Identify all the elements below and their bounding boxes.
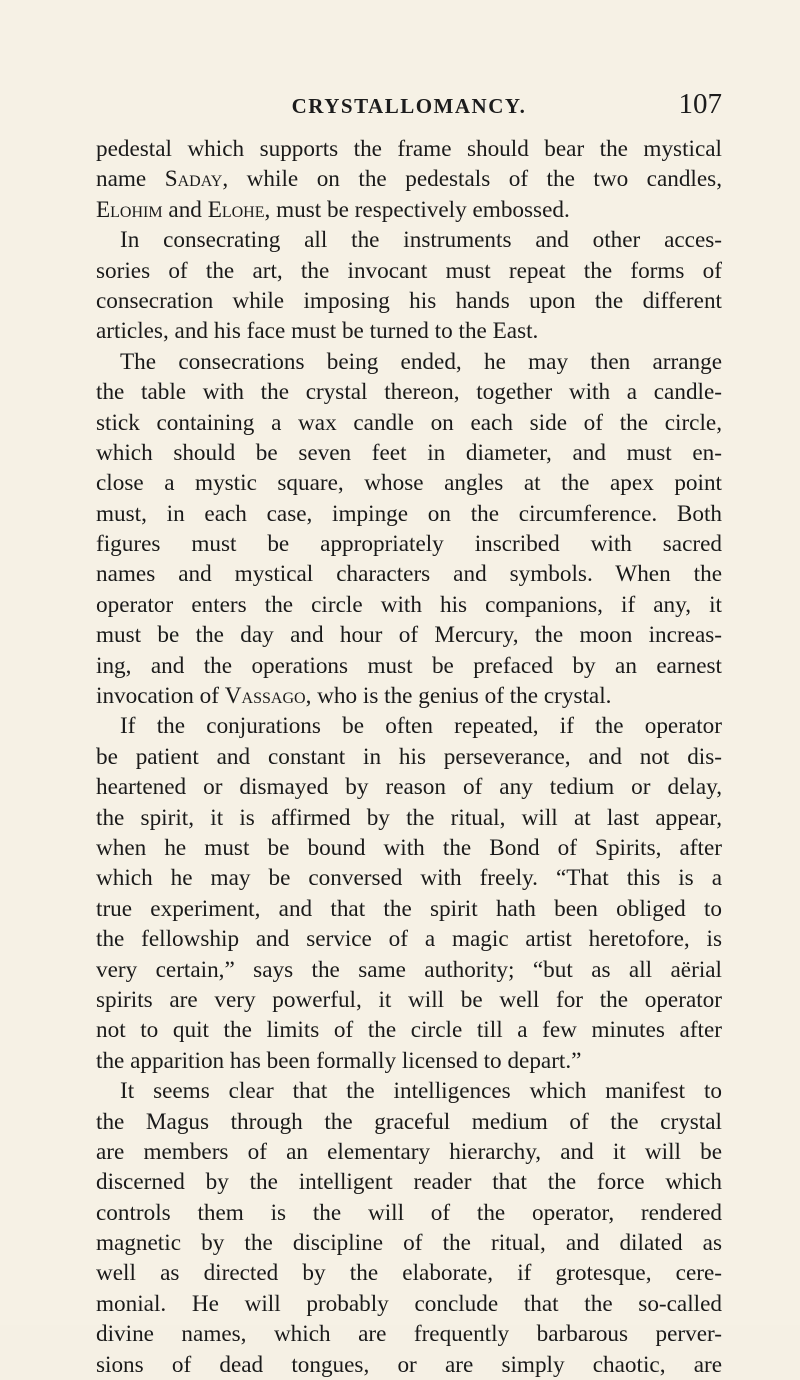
text-line: the apparition has been formally licensed to depart.” [96, 1047, 582, 1074]
proper-name: Elohim [96, 196, 163, 223]
chapter-title: CRYSTALLOMANCY. [291, 94, 527, 118]
text-line: articles, and his face must be turned to the East. [96, 318, 539, 345]
text-line: when he must be bound with the Bond of Spirits, after [96, 834, 722, 861]
text-line: heartened or dismayed by reason of any tedium or delay, [96, 774, 722, 801]
text-line: are members of an elementary hierarchy, and it will be [96, 1138, 722, 1165]
text-line: name Saday, while on the pedestals of the two candles, [96, 166, 722, 193]
text-line: controls them is the will of the operator, rendered [96, 1199, 722, 1226]
text-line: the table with the crystal thereon, together with a candle- [96, 379, 722, 406]
text-line: discerned by the intelligent reader that the force which [96, 1169, 722, 1196]
text-line: which he may be conversed with freely. “That this is a [96, 865, 722, 892]
proper-name: Saday [164, 166, 223, 193]
text-line: figures must be appropriately inscribed with sacred [96, 531, 722, 558]
text-line: must be the day and hour of Mercury, the moon increas- [96, 622, 722, 649]
text-line: The consecrations being ended, he may then arrange [120, 348, 722, 375]
body-text [96, 134, 722, 1380]
text-line: monial. He will probably conclude that the so-called [96, 1290, 722, 1317]
text-line: the spirit, it is affirmed by the ritual, will at last appear, [96, 804, 722, 831]
text-line: divine names, which are frequently barbarous perver- [96, 1321, 722, 1348]
text-line: sories of the art, the invocant must repeat the forms of [96, 257, 722, 284]
text-line: stick containing a wax candle on each side of the circle, [96, 409, 722, 436]
text-line: the fellowship and service of a magic artist heretofore, is [96, 926, 722, 953]
proper-name: Elohe [207, 196, 265, 223]
text-line: must, in each case, impinge on the circumference. Both [96, 500, 722, 527]
text-line: close a mystic square, whose angles at the apex point [96, 470, 722, 497]
text-line: be patient and constant in his perseverance, and not dis- [96, 743, 722, 770]
text-line: spirits are very powerful, it will be well for the operator [96, 986, 722, 1013]
text-line: magnetic by the discipline of the ritual, and dilated as [96, 1230, 722, 1257]
text-line: ing, and the operations must be prefaced by an earnest [96, 652, 722, 679]
text-line: It seems clear that the intelligences which manifest to [120, 1078, 722, 1105]
text-line: In consecrating all the instruments and other acces- [120, 227, 722, 254]
text-line: the Magus through the graceful medium of the crystal [96, 1108, 722, 1135]
text-line: Elohim and Elohe, must be respectively embossed. [96, 196, 570, 223]
text-line: If the conjurations be often repeated, if the operator [120, 713, 722, 740]
text-line: true experiment, and that the spirit hath been obliged to [96, 895, 722, 922]
running-head [96, 88, 722, 128]
text-line: very certain,” says the same authority; “but as all aërial [96, 956, 722, 983]
text-line: invocation of Vassago, who is the genius of the crystal. [96, 683, 612, 710]
text-line: operator enters the circle with his companions, if any, it [96, 591, 722, 618]
text-line: which should be seven feet in diameter, and must en- [96, 439, 722, 466]
text-line: not to quit the limits of the circle till a few minutes after [96, 1017, 722, 1044]
text-line: sions of dead tongues, or are simply chaotic, are [96, 1351, 722, 1378]
text-line: well as directed by the elaborate, if grotesque, cere- [96, 1260, 722, 1287]
text-line: pedestal which supports the frame should bear the mystical [96, 136, 722, 162]
text-line: consecration while imposing his hands upon the different [96, 287, 722, 314]
page-number: 107 [678, 88, 722, 120]
proper-name: Vassago [224, 683, 306, 710]
text-line: names and mystical characters and symbols. When the [96, 561, 722, 588]
